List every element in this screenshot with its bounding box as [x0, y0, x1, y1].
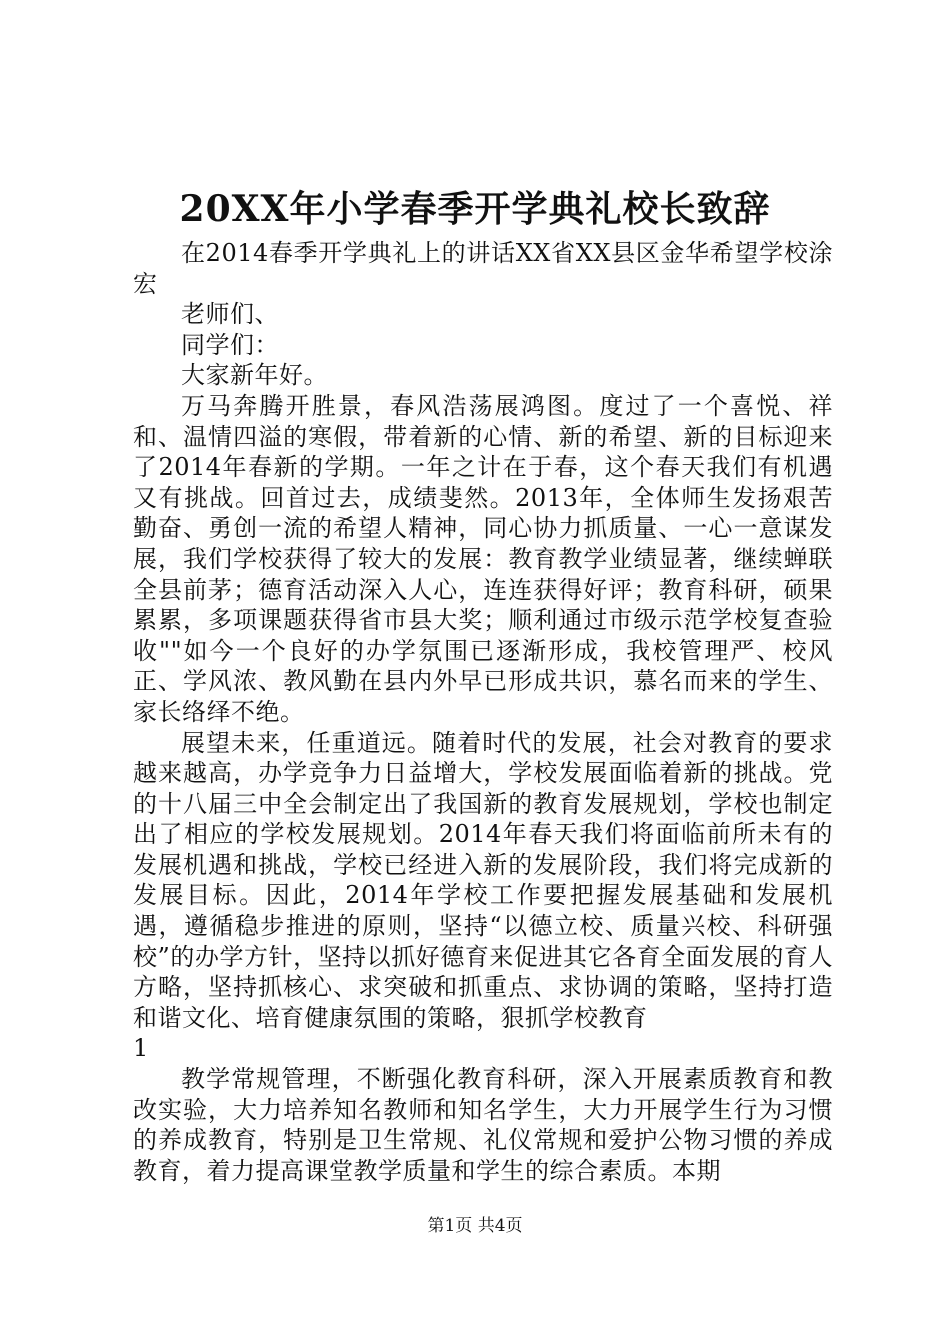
- page-footer: 第1页 共4页: [427, 1216, 523, 1236]
- paragraph-teaching: 教学常规管理，不断强化教育科研，深入开展素质教育和教改实验，大力培养知名教师和知名学生，大力开展学生行为习惯的养成教育，特别是卫生常规、礼仪常规和爱护公物习惯的养成教育，着力提高课堂教学质量和学生的综合素质。本期: [133, 1065, 833, 1185]
- inline-page-number: 1: [133, 1034, 149, 1063]
- document-title: 20XX年小学春季开学典礼校长致辞: [179, 188, 771, 230]
- paragraph-outlook: 展望未来，任重道远。随着时代的发展，社会对教育的要求越来越高，办学竞争力日益增大，学校发展面临着新的挑战。党的十八届三中全会制定出了我国新的教育发展规划，学校也制定出了相应的学校发展规划。2014年春天我们将面临前所未有的发展机遇和挑战，学校已经进入新的发展阶段，我们将完成新的发展目标。因此，2014年学校工作要把握发展基础和发展机遇，遵循稳步推进的原则，坚持“以德立校、质量兴校、科研强校”的办学方针，坚持以抓好德育来促进其它各育全面发展的育人方略，坚持抓核心、求突破和抓重点、求协调的策略，坚持打造和谐文化、培育健康氛围的策略，狠抓学校教育: [133, 728, 833, 1032]
- paragraph-new-year: 大家新年好。: [181, 361, 328, 390]
- paragraph-review: 万马奔腾开胜景，春风浩荡展鸿图。度过了一个喜悦、祥和、温情四溢的寒假，带着新的心情、新的希望、新的目标迎来了2014年春新的学期。一年之计在于春，这个春天我们有机遇又有挑战。回首过去，成绩斐然。2013年，全体师生发扬艰苦勤奋、勇创一流的希望人精神，同心协力抓质量、一心一意谋发展，我们学校获得了较大的发展：教育教学业绩显著，继续蝉联全县前茅；德育活动深入人心，连连获得好评；教育科研，硕果累累，多项课题获得省市县大奖；顺利通过市级示范学校复查验收""如今一个良好的办学氛围已逐渐形成，我校管理严、校风正、学风浓、教风勤在县内外早已形成共识，慕名而来的学生、家长络绎不绝。: [133, 391, 833, 726]
- paragraph-speech-source: 在2014春季开学典礼上的讲话XX省XX县区金华希望学校涂宏: [133, 239, 833, 298]
- document-body: [133, 238, 833, 1186]
- paragraph-greeting-teachers: 老师们、: [181, 300, 279, 329]
- paragraph-greeting-students: 同学们：: [181, 330, 279, 359]
